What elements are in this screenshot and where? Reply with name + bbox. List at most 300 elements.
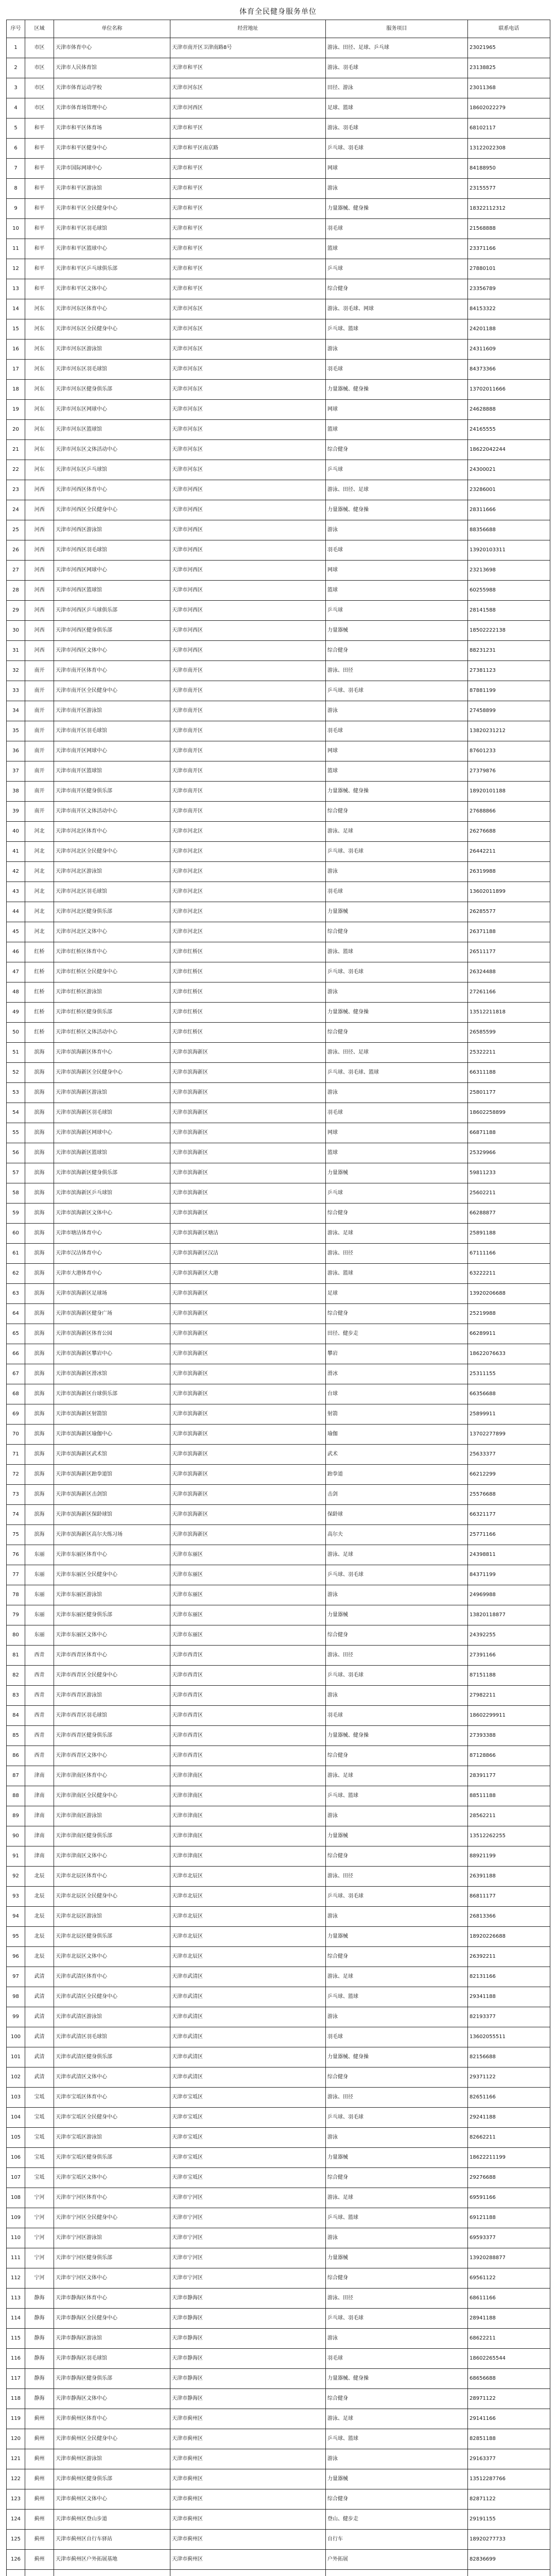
row-address bbox=[170, 2570, 326, 2576]
row-unit-name: 天津市滨海新区高尔夫练习场 bbox=[54, 1525, 170, 1545]
row-services: 游泳、篮球 bbox=[326, 1264, 468, 1284]
row-unit-name: 天津市和平区篮球中心 bbox=[54, 239, 170, 259]
row-address: 天津市和平区 bbox=[170, 58, 326, 78]
row-phone: 24201188 bbox=[468, 319, 550, 340]
row-region: 津南 bbox=[25, 1826, 54, 1846]
row-region: 东丽 bbox=[25, 1545, 54, 1565]
row-index: 37 bbox=[7, 761, 25, 782]
row-region: 静海 bbox=[25, 2349, 54, 2369]
row-index: 38 bbox=[7, 782, 25, 802]
row-region: 静海 bbox=[25, 2289, 54, 2309]
row-address: 天津市河北区 bbox=[170, 882, 326, 902]
row-region bbox=[25, 2570, 54, 2576]
row-unit-name: 天津市体育中心 bbox=[54, 38, 170, 58]
row-index: 64 bbox=[7, 1304, 25, 1324]
row-unit-name: 天津市滨海新区体育中心 bbox=[54, 1043, 170, 1063]
row-region: 东丽 bbox=[25, 1605, 54, 1625]
row-index: 117 bbox=[7, 2369, 25, 2389]
row-region: 滨海 bbox=[25, 1404, 54, 1425]
row-unit-name: 天津市滨海新区射箭馆 bbox=[54, 1404, 170, 1425]
row-address: 天津市和平区 bbox=[170, 279, 326, 299]
row-index: 104 bbox=[7, 2108, 25, 2128]
row-unit-name: 天津市北辰区体育中心 bbox=[54, 1867, 170, 1887]
row-services: 游泳 bbox=[326, 1585, 468, 1605]
row-region: 滨海 bbox=[25, 1264, 54, 1284]
row-services: 游泳、田径、足球 bbox=[326, 480, 468, 500]
row-phone: 28941188 bbox=[468, 2309, 550, 2329]
table-row bbox=[7, 2228, 550, 2248]
row-index: 9 bbox=[7, 199, 25, 219]
row-region: 滨海 bbox=[25, 1224, 54, 1244]
row-address: 天津市宝坻区 bbox=[170, 2128, 326, 2148]
row-phone: 25891188 bbox=[468, 1224, 550, 1244]
row-region: 北辰 bbox=[25, 1887, 54, 1907]
row-address: 天津市河西区 bbox=[170, 561, 326, 581]
row-index: 83 bbox=[7, 1686, 25, 1706]
row-phone: 23155577 bbox=[468, 179, 550, 199]
row-services: 登山、健步走 bbox=[326, 2510, 468, 2530]
table-row bbox=[7, 1505, 550, 1525]
row-phone: 87128866 bbox=[468, 1746, 550, 1766]
row-services: 游泳 bbox=[326, 179, 468, 199]
row-index: 54 bbox=[7, 1103, 25, 1123]
row-address: 天津市滨海新区塘沽 bbox=[170, 1224, 326, 1244]
table-row bbox=[7, 1043, 550, 1063]
row-services: 游泳、足球 bbox=[326, 822, 468, 842]
row-unit-name: 天津市蓟州区体育中心 bbox=[54, 2409, 170, 2429]
row-region: 河东 bbox=[25, 360, 54, 380]
row-services: 综合健身 bbox=[326, 1846, 468, 1867]
row-phone: 27688866 bbox=[468, 802, 550, 822]
row-address: 天津市滨海新区 bbox=[170, 1304, 326, 1324]
table-row bbox=[7, 2027, 550, 2047]
row-phone: 28971122 bbox=[468, 2389, 550, 2409]
row-phone: 18602265544 bbox=[468, 2349, 550, 2369]
row-unit-name: 天津市河东区体育中心 bbox=[54, 299, 170, 319]
row-region: 滨海 bbox=[25, 1324, 54, 1344]
row-region: 宁河 bbox=[25, 2188, 54, 2208]
row-phone: 84371199 bbox=[468, 1565, 550, 1585]
page-title: 体育全民健身服务单位 bbox=[239, 8, 317, 16]
table-row bbox=[7, 199, 550, 219]
row-unit-name: 天津市宁河区健身俱乐部 bbox=[54, 2248, 170, 2268]
row-unit-name: 天津市滨海新区全民健身中心 bbox=[54, 1063, 170, 1083]
table-row bbox=[7, 2148, 550, 2168]
row-region: 滨海 bbox=[25, 1485, 54, 1505]
row-phone: 82156688 bbox=[468, 2047, 550, 2067]
table-row bbox=[7, 1846, 550, 1867]
row-address: 天津市河东区 bbox=[170, 340, 326, 360]
row-phone: 24311609 bbox=[468, 340, 550, 360]
row-region: 红桥 bbox=[25, 1023, 54, 1043]
table-row bbox=[7, 1987, 550, 2007]
row-phone: 27880101 bbox=[468, 259, 550, 279]
row-address: 天津市东丽区 bbox=[170, 1625, 326, 1646]
row-address: 天津市红桥区 bbox=[170, 1023, 326, 1043]
row-unit-name: 天津市东丽区体育中心 bbox=[54, 1545, 170, 1565]
table-row bbox=[7, 520, 550, 540]
row-region: 静海 bbox=[25, 2389, 54, 2409]
row-index: 89 bbox=[7, 1806, 25, 1826]
row-region: 西青 bbox=[25, 1686, 54, 1706]
row-region: 东丽 bbox=[25, 1625, 54, 1646]
row-region: 河东 bbox=[25, 319, 54, 340]
row-phone: 66289911 bbox=[468, 1324, 550, 1344]
row-index: 11 bbox=[7, 239, 25, 259]
row-services: 力量器械 bbox=[326, 2248, 468, 2268]
row-region: 津南 bbox=[25, 1846, 54, 1867]
row-index: 95 bbox=[7, 1927, 25, 1947]
row-region: 和平 bbox=[25, 179, 54, 199]
table-row bbox=[7, 681, 550, 701]
row-phone: 88921199 bbox=[468, 1846, 550, 1867]
table-row bbox=[7, 460, 550, 480]
row-region: 蓟州 bbox=[25, 2510, 54, 2530]
row-address: 天津市宝坻区 bbox=[170, 2148, 326, 2168]
header-address: 经营地址 bbox=[170, 20, 326, 38]
row-address: 天津市南开区 bbox=[170, 661, 326, 681]
table-row bbox=[7, 540, 550, 561]
row-services: 保龄球 bbox=[326, 1505, 468, 1525]
row-region: 河东 bbox=[25, 380, 54, 400]
row-phone: 60255988 bbox=[468, 581, 550, 601]
row-index: 75 bbox=[7, 1525, 25, 1545]
row-phone: 26511177 bbox=[468, 942, 550, 962]
row-phone: 26371188 bbox=[468, 922, 550, 942]
row-address: 天津市滨海新区 bbox=[170, 1183, 326, 1204]
row-region: 武清 bbox=[25, 2007, 54, 2027]
row-phone: 13920206688 bbox=[468, 1284, 550, 1304]
row-phone: 18920101188 bbox=[468, 782, 550, 802]
row-region: 宝坻 bbox=[25, 2108, 54, 2128]
row-phone: 13512287766 bbox=[468, 2469, 550, 2489]
table-row bbox=[7, 139, 550, 159]
row-services: 游泳、羽毛球 bbox=[326, 58, 468, 78]
row-unit-name: 天津市西青区游泳馆 bbox=[54, 1686, 170, 1706]
row-unit-name: 天津市北辰区健身俱乐部 bbox=[54, 1927, 170, 1947]
table-row bbox=[7, 2349, 550, 2369]
row-region: 宁河 bbox=[25, 2208, 54, 2228]
row-address: 天津市河东区 bbox=[170, 420, 326, 440]
row-unit-name: 天津市河北区健身俱乐部 bbox=[54, 902, 170, 922]
row-unit-name: 天津市河西区游泳馆 bbox=[54, 520, 170, 540]
row-region: 滨海 bbox=[25, 1143, 54, 1163]
row-index: 98 bbox=[7, 1987, 25, 2007]
row-services: 力量器械、健身操 bbox=[326, 199, 468, 219]
row-unit-name: 天津市静海区体育中心 bbox=[54, 2289, 170, 2309]
row-index: 85 bbox=[7, 1726, 25, 1746]
table-row bbox=[7, 1706, 550, 1726]
row-address: 天津市滨海新区 bbox=[170, 1344, 326, 1364]
row-index: 4 bbox=[7, 98, 25, 118]
row-address: 天津市滨海新区 bbox=[170, 1103, 326, 1123]
row-index: 53 bbox=[7, 1083, 25, 1103]
row-phone: 29141166 bbox=[468, 2409, 550, 2429]
row-services: 击剑 bbox=[326, 1485, 468, 1505]
row-index: 73 bbox=[7, 1485, 25, 1505]
row-index: 124 bbox=[7, 2510, 25, 2530]
row-phone: 25633377 bbox=[468, 1445, 550, 1465]
row-index: 1 bbox=[7, 38, 25, 58]
row-index: 26 bbox=[7, 540, 25, 561]
row-unit-name: 天津市河东区文体活动中心 bbox=[54, 440, 170, 460]
row-address: 天津市南开区 bbox=[170, 802, 326, 822]
row-phone: 88511188 bbox=[468, 1786, 550, 1806]
row-region: 滨海 bbox=[25, 1043, 54, 1063]
row-index: 65 bbox=[7, 1324, 25, 1344]
row-services: 射箭 bbox=[326, 1404, 468, 1425]
row-services: 力量器械、健身操 bbox=[326, 782, 468, 802]
row-phone: 82662211 bbox=[468, 2128, 550, 2148]
row-services: 游泳 bbox=[326, 1083, 468, 1103]
row-index: 93 bbox=[7, 1887, 25, 1907]
row-index: 22 bbox=[7, 460, 25, 480]
row-unit-name: 天津市南开区文体活动中心 bbox=[54, 802, 170, 822]
row-services: 游泳 bbox=[326, 2329, 468, 2349]
row-phone: 66356688 bbox=[468, 1384, 550, 1404]
row-index: 99 bbox=[7, 2007, 25, 2027]
table-row bbox=[7, 159, 550, 179]
row-region: 东丽 bbox=[25, 1565, 54, 1585]
table-row bbox=[7, 319, 550, 340]
row-services: 乒乓球 bbox=[326, 1183, 468, 1204]
row-unit-name: 天津市滨海新区击剑馆 bbox=[54, 1485, 170, 1505]
row-region: 南开 bbox=[25, 761, 54, 782]
row-services: 综合健身 bbox=[326, 1204, 468, 1224]
row-address: 天津市蓟州区 bbox=[170, 2530, 326, 2550]
row-index: 32 bbox=[7, 661, 25, 681]
row-region: 市区 bbox=[25, 78, 54, 98]
row-unit-name: 天津市静海区羽毛球馆 bbox=[54, 2349, 170, 2369]
row-region: 滨海 bbox=[25, 1163, 54, 1183]
row-index: 7 bbox=[7, 159, 25, 179]
row-index: 52 bbox=[7, 1063, 25, 1083]
row-services: 网球 bbox=[326, 159, 468, 179]
row-index: 70 bbox=[7, 1425, 25, 1445]
row-phone: 23286001 bbox=[468, 480, 550, 500]
row-address: 天津市津南区 bbox=[170, 1786, 326, 1806]
row-unit-name: 天津市和平区健身中心 bbox=[54, 139, 170, 159]
row-region: 南开 bbox=[25, 802, 54, 822]
row-region: 河北 bbox=[25, 862, 54, 882]
row-address: 天津市和平区 bbox=[170, 179, 326, 199]
row-services: 篮球 bbox=[326, 1143, 468, 1163]
row-index: 61 bbox=[7, 1244, 25, 1264]
table-row bbox=[7, 962, 550, 982]
row-index: 118 bbox=[7, 2389, 25, 2409]
table-row bbox=[7, 500, 550, 520]
row-phone: 69593377 bbox=[468, 2228, 550, 2248]
table-row bbox=[7, 1806, 550, 1826]
row-region: 津南 bbox=[25, 1786, 54, 1806]
row-services: 综合健身 bbox=[326, 1746, 468, 1766]
row-address: 天津市河北区 bbox=[170, 902, 326, 922]
row-region: 河西 bbox=[25, 500, 54, 520]
row-services: 羽毛球 bbox=[326, 219, 468, 239]
row-unit-name: 天津市滨海新区篮球馆 bbox=[54, 1143, 170, 1163]
row-index: 121 bbox=[7, 2449, 25, 2469]
row-index: 113 bbox=[7, 2289, 25, 2309]
row-region: 滨海 bbox=[25, 1244, 54, 1264]
row-unit-name: 天津市汉沽体育中心 bbox=[54, 1244, 170, 1264]
table-row bbox=[7, 1103, 550, 1123]
table-row bbox=[7, 1525, 550, 1545]
row-address: 天津市北辰区 bbox=[170, 1887, 326, 1907]
row-index: 107 bbox=[7, 2168, 25, 2188]
row-services: 游泳、篮球 bbox=[326, 942, 468, 962]
row-unit-name: 天津市滨海新区游泳馆 bbox=[54, 1083, 170, 1103]
row-unit-name: 天津市大港体育中心 bbox=[54, 1264, 170, 1284]
row-services: 篮球 bbox=[326, 761, 468, 782]
row-address: 天津市红桥区 bbox=[170, 942, 326, 962]
table-row bbox=[7, 1605, 550, 1625]
row-services: 乒乓球、羽毛球 bbox=[326, 681, 468, 701]
table-row bbox=[7, 1766, 550, 1786]
row-region: 滨海 bbox=[25, 1344, 54, 1364]
row-phone: 87601233 bbox=[468, 741, 550, 761]
row-phone: 68656688 bbox=[468, 2369, 550, 2389]
table-row bbox=[7, 38, 550, 58]
table-row bbox=[7, 1927, 550, 1947]
row-phone: 25322211 bbox=[468, 1043, 550, 1063]
row-unit-name: 天津市西青区全民健身中心 bbox=[54, 1666, 170, 1686]
row-unit-name: 天津市河西区体育中心 bbox=[54, 480, 170, 500]
row-index: 49 bbox=[7, 1003, 25, 1023]
row-region: 市区 bbox=[25, 98, 54, 118]
table-row bbox=[7, 1826, 550, 1846]
row-phone: 25602211 bbox=[468, 1183, 550, 1204]
row-index: 28 bbox=[7, 581, 25, 601]
row-phone: 59811233 bbox=[468, 1163, 550, 1183]
table-row bbox=[7, 942, 550, 962]
row-region: 蓟州 bbox=[25, 2409, 54, 2429]
row-index: 17 bbox=[7, 360, 25, 380]
table-row bbox=[7, 2489, 550, 2510]
row-services: 台球 bbox=[326, 1384, 468, 1404]
row-phone: 69591166 bbox=[468, 2188, 550, 2208]
row-index: 51 bbox=[7, 1043, 25, 1063]
row-index: 31 bbox=[7, 641, 25, 661]
row-region: 和平 bbox=[25, 139, 54, 159]
header-phone: 联系电话 bbox=[468, 20, 550, 38]
row-address: 天津市和平区 bbox=[170, 219, 326, 239]
table-row bbox=[7, 1304, 550, 1324]
row-index: 24 bbox=[7, 500, 25, 520]
row-unit-name: 天津市蓟州区登山步道 bbox=[54, 2510, 170, 2530]
row-services: 力量器械、健身操 bbox=[326, 1726, 468, 1746]
row-unit-name: 天津市南开区篮球馆 bbox=[54, 761, 170, 782]
row-address: 天津市河西区 bbox=[170, 520, 326, 540]
row-phone: 18322112312 bbox=[468, 199, 550, 219]
row-address: 天津市静海区 bbox=[170, 2329, 326, 2349]
row-index: 90 bbox=[7, 1826, 25, 1846]
row-unit-name: 天津市红桥区体育中心 bbox=[54, 942, 170, 962]
row-address: 天津市宝坻区 bbox=[170, 2108, 326, 2128]
row-services bbox=[326, 2570, 468, 2576]
row-unit-name: 天津市宝坻区文体中心 bbox=[54, 2168, 170, 2188]
row-address: 天津市西青区 bbox=[170, 1646, 326, 1666]
row-services: 游泳 bbox=[326, 520, 468, 540]
row-phone: 13512211818 bbox=[468, 1003, 550, 1023]
row-address: 天津市河西区 bbox=[170, 601, 326, 621]
row-unit-name: 天津市河北区体育中心 bbox=[54, 822, 170, 842]
table-row bbox=[7, 1786, 550, 1806]
row-phone: 28562211 bbox=[468, 1806, 550, 1826]
row-index: 119 bbox=[7, 2409, 25, 2429]
table-row bbox=[7, 1063, 550, 1083]
table-row bbox=[7, 1907, 550, 1927]
row-index: 92 bbox=[7, 1867, 25, 1887]
row-index: 13 bbox=[7, 279, 25, 299]
row-region: 南开 bbox=[25, 681, 54, 701]
row-address: 天津市静海区 bbox=[170, 2349, 326, 2369]
row-phone: 27458899 bbox=[468, 701, 550, 721]
row-unit-name: 天津市滨海新区跆拳道馆 bbox=[54, 1465, 170, 1485]
table-row bbox=[7, 741, 550, 761]
row-phone: 88231231 bbox=[468, 641, 550, 661]
row-phone: 82193377 bbox=[468, 2007, 550, 2027]
table-row bbox=[7, 440, 550, 460]
row-region: 北辰 bbox=[25, 1927, 54, 1947]
row-unit-name: 天津市南开区体育中心 bbox=[54, 661, 170, 681]
table-row bbox=[7, 2007, 550, 2027]
row-services: 游泳 bbox=[326, 1686, 468, 1706]
table-row bbox=[7, 400, 550, 420]
row-index: 16 bbox=[7, 340, 25, 360]
row-unit-name: 天津市南开区健身俱乐部 bbox=[54, 782, 170, 802]
row-phone: 84373366 bbox=[468, 360, 550, 380]
row-unit-name: 天津市蓟州区户外拓展基地 bbox=[54, 2550, 170, 2570]
row-unit-name: 天津市滨海新区台球俱乐部 bbox=[54, 1384, 170, 1404]
table-row bbox=[7, 701, 550, 721]
row-region: 南开 bbox=[25, 741, 54, 761]
row-phone: 24628888 bbox=[468, 400, 550, 420]
row-phone: 23371166 bbox=[468, 239, 550, 259]
table-row bbox=[7, 259, 550, 279]
row-phone: 24969988 bbox=[468, 1585, 550, 1605]
row-unit-name: 天津市蓟州区游泳馆 bbox=[54, 2449, 170, 2469]
table-row bbox=[7, 2208, 550, 2228]
table-row bbox=[7, 982, 550, 1003]
row-phone: 26585599 bbox=[468, 1023, 550, 1043]
row-region: 武清 bbox=[25, 1967, 54, 1987]
table-body bbox=[7, 38, 550, 2576]
row-region: 静海 bbox=[25, 2309, 54, 2329]
row-phone: 27381123 bbox=[468, 661, 550, 681]
row-services: 游泳 bbox=[326, 1907, 468, 1927]
table-row bbox=[7, 380, 550, 400]
row-address: 天津市南开区 bbox=[170, 741, 326, 761]
row-services: 攀岩 bbox=[326, 1344, 468, 1364]
row-address: 天津市宁河区 bbox=[170, 2228, 326, 2248]
row-phone: 67111166 bbox=[468, 1244, 550, 1264]
table-row bbox=[7, 1264, 550, 1284]
row-region: 武清 bbox=[25, 2067, 54, 2088]
row-index: 19 bbox=[7, 400, 25, 420]
row-address: 天津市滨海新区 bbox=[170, 1163, 326, 1183]
table-row bbox=[7, 2550, 550, 2570]
row-index: 42 bbox=[7, 862, 25, 882]
table-row bbox=[7, 2570, 550, 2576]
row-index: 84 bbox=[7, 1706, 25, 1726]
row-phone: 26319988 bbox=[468, 862, 550, 882]
row-region: 河东 bbox=[25, 299, 54, 319]
row-region: 滨海 bbox=[25, 1384, 54, 1404]
row-unit-name: 天津市北辰区游泳馆 bbox=[54, 1907, 170, 1927]
row-address: 天津市红桥区 bbox=[170, 962, 326, 982]
row-unit-name: 天津市东丽区游泳馆 bbox=[54, 1585, 170, 1605]
row-phone: 27982211 bbox=[468, 1686, 550, 1706]
